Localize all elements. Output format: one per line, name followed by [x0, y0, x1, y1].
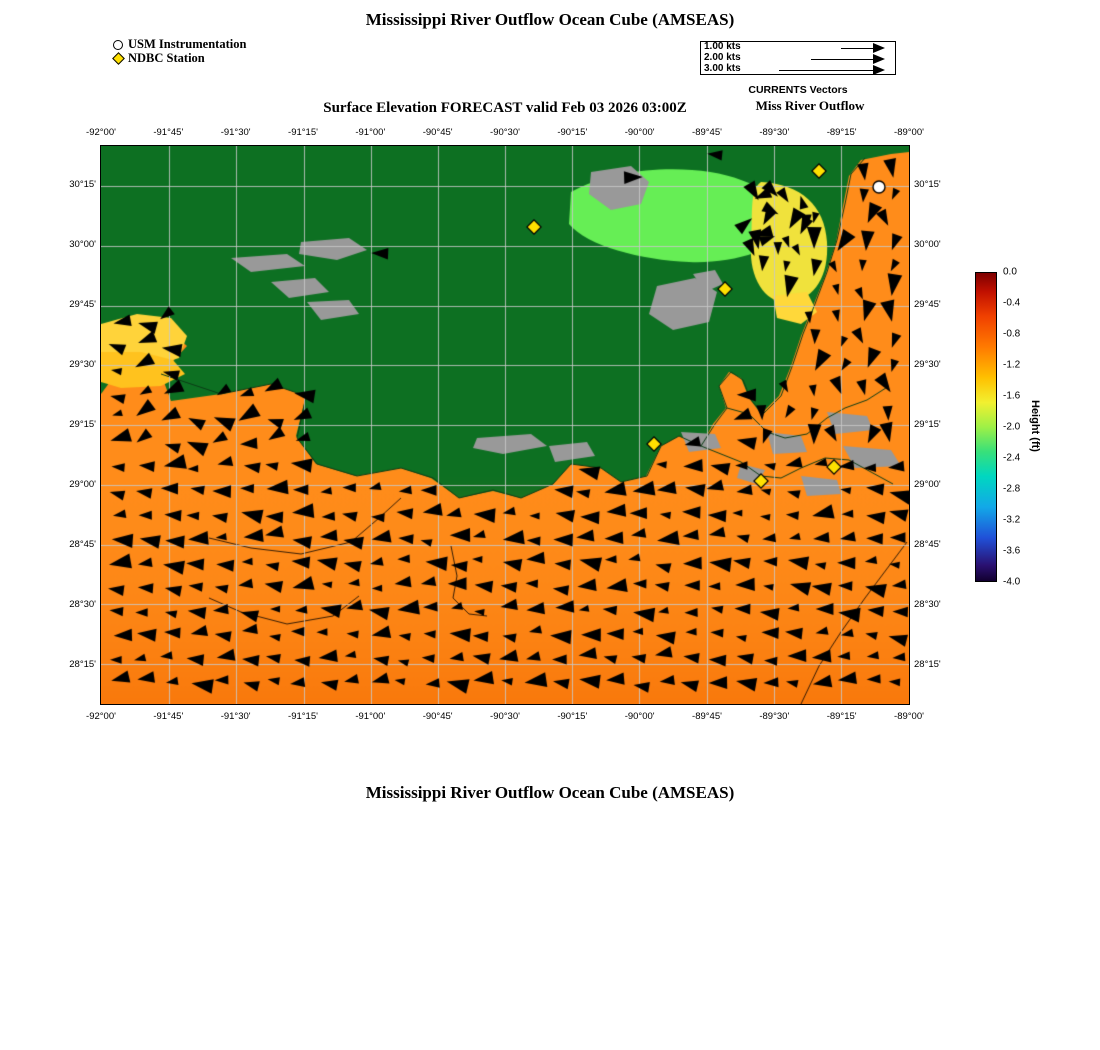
x-axis-tick-label: -90°00' — [624, 711, 655, 722]
y-axis-tick-label: 29°30' — [69, 359, 96, 370]
map-raster — [101, 146, 909, 704]
vector-key-row-3kt — [701, 64, 897, 75]
yellow-diamond-icon — [108, 52, 128, 65]
vector-shaft — [779, 70, 873, 71]
colorbar-tick-label: 0.0 — [1003, 266, 1017, 278]
x-axis-tick-label: -89°15' — [826, 127, 857, 138]
x-axis-tick-label: -91°15' — [288, 127, 318, 138]
x-axis-tick-label: -90°30' — [490, 127, 520, 138]
y-axis-tick-label: 28°15' — [914, 659, 941, 670]
currents-vectors-caption: CURRENTS Vectors — [748, 84, 848, 96]
y-axis-tick-label: 30°15' — [69, 179, 96, 190]
y-axis-tick-label: 29°15' — [914, 419, 941, 430]
y-axis-tick-label: 28°30' — [914, 599, 941, 610]
bottom-caption: Mississippi River Outflow Ocean Cube (AMSEAS) — [365, 783, 735, 802]
chart-subtitle: Surface Elevation FORECAST valid Feb 03 2026 03:00Z — [323, 100, 687, 116]
x-axis-tick-label: -91°15' — [288, 711, 318, 722]
vector-shaft — [841, 48, 873, 49]
x-axis-tick-label: -90°45' — [422, 127, 453, 138]
x-axis-tick-label: -91°00' — [355, 127, 386, 138]
x-axis-tick-label: -90°00' — [624, 127, 655, 138]
map-plot-area[interactable] — [100, 145, 910, 705]
y-axis-tick-label: 29°00' — [69, 479, 96, 490]
colorbar-tick-label: -0.8 — [1003, 328, 1021, 340]
x-axis-tick-label: -92°00' — [86, 711, 116, 722]
legend-item-usm — [108, 38, 246, 51]
x-axis-tick-label: -91°45' — [153, 711, 184, 722]
legend-item-label: NDBC Station — [128, 51, 205, 65]
vector-arrowhead-icon — [873, 54, 885, 64]
y-axis-tick-label: 28°15' — [69, 659, 96, 670]
y-axis-tick-label: 29°45' — [69, 299, 96, 310]
colorbar-gradient — [975, 272, 997, 582]
y-axis-tick-label: 29°45' — [914, 299, 941, 310]
y-axis-tick-label: 30°15' — [914, 179, 941, 190]
y-axis-tick-label: 28°45' — [914, 539, 941, 550]
colorbar-tick-label: -2.4 — [1003, 452, 1021, 464]
x-axis-tick-label: -90°15' — [557, 127, 588, 138]
x-axis-tick-label: -89°15' — [826, 711, 857, 722]
colorbar-title: Height (ft) — [1029, 400, 1041, 452]
y-axis-tick-label: 30°00' — [914, 239, 941, 250]
x-axis-tick-label: -91°00' — [355, 711, 386, 722]
x-axis-tick-label: -89°30' — [759, 711, 790, 722]
y-axis-tick-label: 30°00' — [69, 239, 96, 250]
vector-key-label: 1.00 kts — [704, 41, 741, 52]
y-axis-tick-label: 28°45' — [69, 539, 96, 550]
legend-item-label: USM Instrumentation — [128, 37, 247, 51]
x-axis-tick-label: -89°00' — [894, 711, 924, 722]
colorbar-tick-label: -2.8 — [1003, 483, 1021, 495]
x-axis-tick-label: -90°45' — [422, 711, 453, 722]
x-axis-tick-label: -91°45' — [153, 127, 184, 138]
x-axis-tick-label: -92°00' — [86, 127, 116, 138]
x-axis-tick-label: -91°30' — [220, 711, 251, 722]
colorbar-tick-label: -1.2 — [1003, 359, 1021, 371]
x-axis-tick-label: -89°30' — [759, 127, 790, 138]
x-axis-tick-label: -90°15' — [557, 711, 588, 722]
x-axis-tick-label: -89°45' — [692, 711, 722, 722]
colorbar-tick-label: -0.4 — [1003, 297, 1021, 309]
y-axis-tick-label: 29°00' — [914, 479, 941, 490]
y-axis-tick-label: 28°30' — [69, 599, 96, 610]
map-legend — [108, 38, 246, 66]
x-axis-tick-label: -91°30' — [220, 127, 251, 138]
x-axis-tick-label: -90°30' — [490, 711, 520, 722]
open-circle-icon — [108, 38, 128, 51]
colorbar-tick-label: -3.2 — [1003, 514, 1021, 526]
x-axis-tick-label: -89°45' — [692, 127, 722, 138]
y-axis-tick-label: 29°15' — [69, 419, 96, 430]
colorbar-tick-label: -1.6 — [1003, 390, 1021, 402]
y-axis-tick-label: 29°30' — [914, 359, 941, 370]
colorbar-tick-label: -3.6 — [1003, 545, 1021, 557]
colorbar-tick-label: -4.0 — [1003, 576, 1021, 588]
vector-key-label: 2.00 kts — [704, 52, 741, 63]
vector-key-label: 3.00 kts — [704, 63, 741, 74]
colorbar-tick-label: -2.0 — [1003, 421, 1021, 433]
x-axis-tick-label: -89°00' — [894, 127, 924, 138]
vector-shaft — [811, 59, 873, 60]
currents-vector-key — [700, 41, 896, 75]
legend-item-ndbc — [108, 52, 246, 65]
region-caption: Miss River Outflow — [755, 98, 865, 113]
page-title: Mississippi River Outflow Ocean Cube (AMSEAS) — [365, 10, 735, 29]
vector-arrowhead-icon — [873, 65, 885, 75]
vector-arrowhead-icon — [873, 43, 885, 53]
